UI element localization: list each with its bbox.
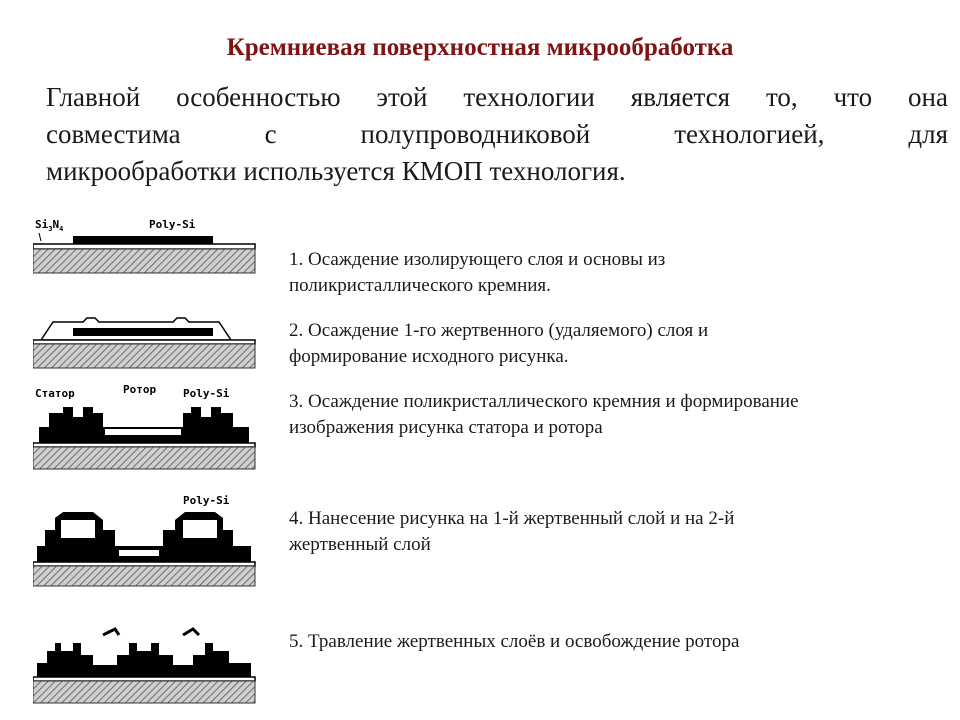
label-poly-si: Poly-Si bbox=[149, 218, 196, 231]
cross-section-2 bbox=[33, 308, 258, 372]
substrate bbox=[33, 681, 255, 703]
cross-section-5 bbox=[33, 625, 258, 707]
step-4-text bbox=[289, 506, 949, 558]
intro-paragraph bbox=[46, 79, 948, 190]
intro-line-2: совместима с полупроводниковой технологией, для bbox=[46, 119, 948, 149]
substrate bbox=[33, 566, 255, 586]
released-rotor-structure bbox=[37, 643, 251, 677]
step-2-line-2: формирование исходного рисунка. bbox=[289, 346, 569, 367]
step-2-text bbox=[289, 318, 949, 370]
step-4-line-2: жертвенный слой bbox=[289, 534, 431, 555]
substrate bbox=[33, 249, 255, 273]
cross-section-3 bbox=[33, 383, 258, 473]
diagram-step-1 bbox=[33, 214, 258, 278]
cross-section-4 bbox=[33, 490, 258, 590]
step-3-line-2: изображения рисунка статора и ротора bbox=[289, 417, 603, 438]
step-5-text bbox=[289, 629, 949, 655]
step-1-line-2: поликристаллического кремния. bbox=[289, 275, 551, 296]
intro-line-1: Главной особенностью этой технологии является то, что она bbox=[46, 82, 948, 112]
step-1-text bbox=[289, 247, 949, 299]
nitride-layer bbox=[33, 244, 255, 249]
poly-si-structure bbox=[39, 407, 249, 443]
intro-line-3: микрообработки используется КМОП технология. bbox=[46, 156, 626, 186]
step-1-line-1: 1. Осаждение изолирующего слоя и основы из bbox=[289, 249, 666, 270]
step-3-line-1: 3. Осаждение поликристаллического кремния и формирование bbox=[289, 391, 799, 412]
diagram-step-4 bbox=[33, 490, 258, 590]
poly-si-base bbox=[73, 328, 213, 336]
poly-si-layer bbox=[73, 236, 213, 244]
step-2-line-1: 2. Осаждение 1-го жертвенного (удаляемого) слоя и bbox=[289, 320, 709, 341]
label-rotor: Ротор bbox=[123, 383, 157, 396]
diagram-step-2 bbox=[33, 308, 258, 372]
substrate bbox=[33, 447, 255, 469]
step-3-text bbox=[289, 389, 949, 441]
step-5-line-1: 5. Травление жертвенных слоёв и освобождение ротора bbox=[289, 631, 740, 652]
substrate bbox=[33, 344, 255, 368]
step-4-line-1: 4. Нанесение рисунка на 1-й жертвенный слой и на 2-й bbox=[289, 508, 735, 529]
label-poly-si-3: Poly-Si bbox=[183, 387, 230, 400]
slide-title: Кремниевая поверхностная микрообработка bbox=[226, 34, 734, 61]
label-stator: Статор bbox=[35, 387, 75, 400]
diagram-step-3 bbox=[33, 383, 258, 473]
diagram-step-5 bbox=[33, 625, 258, 707]
cross-section-1 bbox=[33, 214, 258, 278]
label-si3n4: $Si_3N_4$ bbox=[35, 218, 64, 233]
label-poly-si-4: Poly-Si bbox=[183, 494, 230, 507]
